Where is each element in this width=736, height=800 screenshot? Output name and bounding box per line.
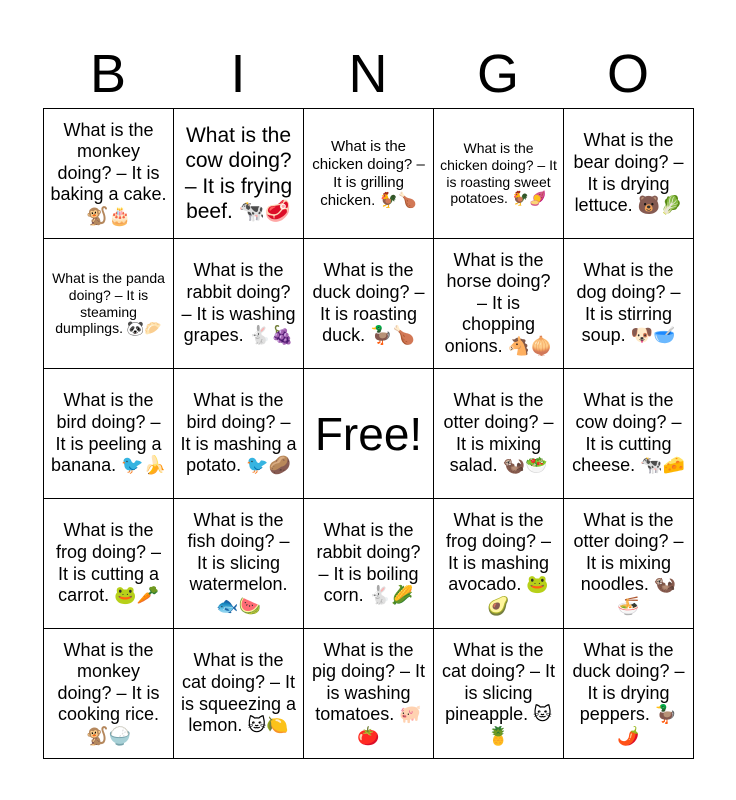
bingo-cell[interactable] xyxy=(564,369,694,499)
bingo-cell[interactable] xyxy=(304,629,434,759)
bingo-cell[interactable] xyxy=(304,239,434,369)
bingo-cell[interactable] xyxy=(434,369,564,499)
cell-text: What is the horse doing? – It is chopping onions. 🐴🧅 xyxy=(444,249,553,356)
cell-text: What is the pig doing? – It is washing tomatoes. 🐖🍅 xyxy=(311,639,426,746)
bingo-cell[interactable] xyxy=(174,239,304,369)
cell-text: What is the monkey doing? – It is cooking rice. 🐒🍚 xyxy=(57,639,160,746)
bingo-cell[interactable] xyxy=(434,239,564,369)
header-letter-o: O xyxy=(606,44,649,104)
header-letter-n: N xyxy=(348,44,388,104)
cell-text: What is the frog doing? – It is mashing avocado. 🐸🥑 xyxy=(445,509,552,616)
board-row-1 xyxy=(44,109,694,239)
cell-text: What is the fish doing? – It is slicing watermelon. 🐟🍉 xyxy=(187,509,290,616)
cell-text: What is the cow doing? – It is cutting cheese. 🐄🧀 xyxy=(572,390,685,476)
cell-text: What is the cat doing? – It is squeezing a lemon. 🐱🍋 xyxy=(180,650,297,736)
cell-text: What is the frog doing? – It is cutting a carrot. 🐸🥕 xyxy=(55,520,162,606)
bingo-cell[interactable] xyxy=(564,109,694,239)
bingo-cell[interactable] xyxy=(44,629,174,759)
bingo-header xyxy=(43,40,693,108)
cell-text: What is the cat doing? – It is slicing pineapple. 🐱🍍 xyxy=(441,639,556,746)
cell-text: What is the rabbit doing? – It is washing grapes. 🐇🍇 xyxy=(181,260,296,346)
bingo-board xyxy=(43,108,694,759)
bingo-cell[interactable] xyxy=(304,499,434,629)
free-space-cell[interactable] xyxy=(304,369,434,499)
bingo-cell[interactable] xyxy=(564,499,694,629)
cell-text: What is the rabbit doing? – It is boiling corn. 🐇🌽 xyxy=(316,520,421,606)
cell-text: What is the panda doing? – It is steaming dumplings. 🐼🥟 xyxy=(52,269,165,337)
bingo-cell[interactable] xyxy=(174,369,304,499)
board-row-4 xyxy=(44,499,694,629)
header-letter-i: I xyxy=(230,44,246,104)
bingo-cell[interactable] xyxy=(304,109,434,239)
bingo-cell[interactable] xyxy=(564,629,694,759)
bingo-cell[interactable] xyxy=(564,239,694,369)
cell-text: What is the dog doing? – It is stirring soup. 🐶🥣 xyxy=(576,260,681,346)
bingo-cell[interactable] xyxy=(174,109,304,239)
cell-text: What is the otter doing? – It is mixing noodles. 🦦🍜 xyxy=(573,509,684,616)
cell-text: What is the chicken doing? – It is roasting sweet potatoes. 🐓🍠 xyxy=(440,139,557,207)
bingo-cell[interactable] xyxy=(174,629,304,759)
board-row-5 xyxy=(44,629,694,759)
header-letter-g: G xyxy=(476,44,519,104)
bingo-cell[interactable] xyxy=(174,499,304,629)
header-letter-b: B xyxy=(89,44,127,104)
free-space-label: Free! xyxy=(314,407,423,460)
bingo-cell[interactable] xyxy=(434,109,564,239)
cell-text: What is the otter doing? – It is mixing salad. 🦦🥗 xyxy=(443,390,554,476)
bingo-cell[interactable] xyxy=(44,109,174,239)
cell-text: What is the bird doing? – It is mashing a potato. 🐦🥔 xyxy=(180,390,297,476)
bingo-cell[interactable] xyxy=(44,369,174,499)
cell-text: What is the duck doing? – It is roasting duck. 🦆🍗 xyxy=(312,260,425,346)
board-row-3 xyxy=(44,369,694,499)
bingo-cell[interactable] xyxy=(434,629,564,759)
cell-text: What is the duck doing? – It is drying peppers. 🦆🌶️ xyxy=(572,639,685,746)
cell-text: What is the bird doing? – It is peeling a banana. 🐦🍌 xyxy=(51,390,166,476)
board-row-2 xyxy=(44,239,694,369)
cell-text: What is the chicken doing? – It is grilling chicken. 🐓🍗 xyxy=(312,137,425,209)
bingo-cell[interactable] xyxy=(44,239,174,369)
cell-text: What is the cow doing? – It is frying beef. 🐄🥩 xyxy=(184,124,293,223)
cell-text: What is the bear doing? – It is drying lettuce. 🐻🥬 xyxy=(573,130,684,216)
bingo-cell[interactable] xyxy=(434,499,564,629)
bingo-cell[interactable] xyxy=(44,499,174,629)
cell-text: What is the monkey doing? – It is baking a cake. 🐒🎂 xyxy=(50,119,167,226)
